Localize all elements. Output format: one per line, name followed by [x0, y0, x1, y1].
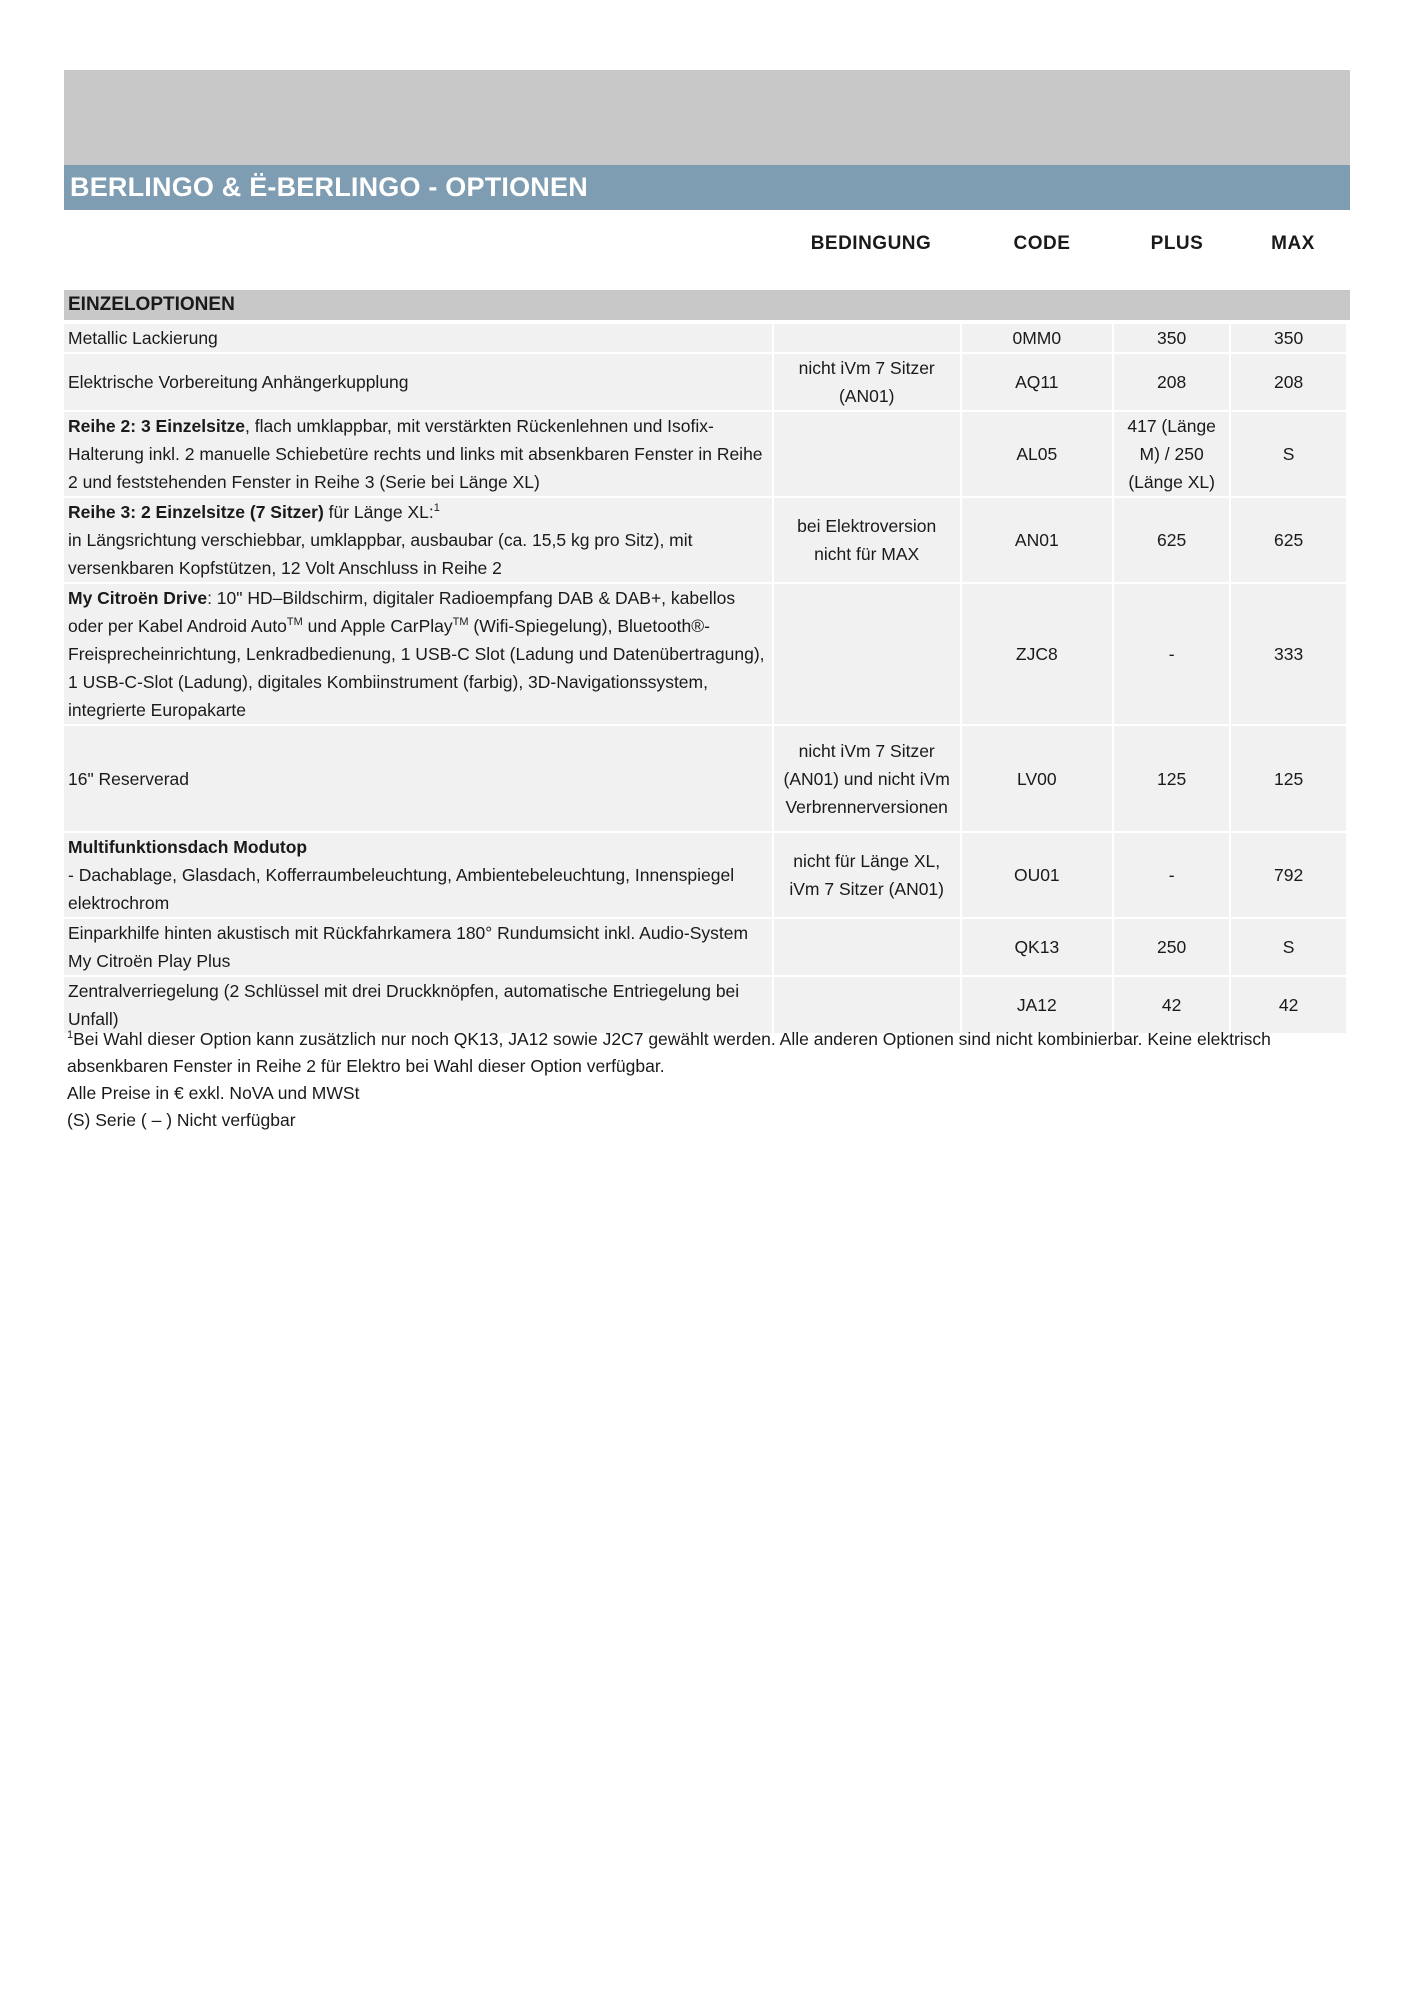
option-price-max: 42	[1231, 977, 1346, 1033]
option-description: 16" Reserverad	[64, 726, 772, 831]
option-price-max: 125	[1231, 726, 1346, 831]
option-code: OU01	[962, 833, 1113, 917]
option-description	[64, 584, 772, 724]
footnote-marker: 1	[67, 1029, 74, 1042]
column-header-code: CODE	[1013, 233, 1071, 254]
option-condition: nicht iVm 7 Sitzer (AN01)	[774, 354, 960, 410]
price-note: Alle Preise in € exkl. NoVA und MWSt	[67, 1083, 360, 1103]
table-row	[64, 584, 1346, 724]
option-name: My Citroën Drive	[68, 588, 208, 608]
option-price-plus: -	[1114, 833, 1229, 917]
option-code: AL05	[962, 412, 1113, 496]
table-row	[64, 977, 1346, 1033]
option-description: Elektrische Vorbereitung Anhängerkupplung	[64, 354, 772, 410]
option-description	[64, 498, 772, 582]
table-row	[64, 354, 1346, 410]
option-code: 0MM0	[962, 324, 1113, 352]
option-details: , flach umklappbar, mit verstärkten Rückenlehnen und Isofix-Halterung inkl. 2 manuelle Schiebetüre rechts und links mit absenkbaren Fenster in Reihe 2 und feststehenden Fenster in Reihe 3 (Serie bei Länge XL)	[68, 416, 763, 492]
option-details: (Wifi-Spiegelung), Bluetooth®-Freisprecheinrichtung, Lenkradbedienung, 1 USB-C Slot (Ladung und Datenübertragung), 1 USB-C-Slot (Ladung), digitales Kombiinstrument (farbig), 3D-Navigationssystem, integrierte Europakarte	[68, 616, 765, 720]
option-details: für Länge XL:	[323, 502, 434, 522]
option-price-max: S	[1231, 412, 1346, 496]
option-name: Multifunktionsdach Modutop	[68, 837, 308, 857]
column-headers	[0, 233, 1414, 263]
option-price-plus: 42	[1114, 977, 1229, 1033]
option-name: Reihe 2: 3 Einzelsitze	[68, 416, 246, 436]
option-condition	[774, 977, 960, 1033]
option-description	[64, 412, 772, 496]
option-price-max: 350	[1231, 324, 1346, 352]
option-price-plus: 417 (Länge M) / 250 (Länge XL)	[1114, 412, 1229, 496]
option-code: AN01	[962, 498, 1113, 582]
option-code: AQ11	[962, 354, 1113, 410]
option-code: ZJC8	[962, 584, 1113, 724]
option-price-plus: -	[1114, 584, 1229, 724]
option-price-max: 333	[1231, 584, 1346, 724]
option-description: Metallic Lackierung	[64, 324, 772, 352]
option-price-max: S	[1231, 919, 1346, 975]
option-name: Reihe 3: 2 Einzelsitze (7 Sitzer)	[68, 502, 324, 522]
option-price-plus: 208	[1114, 354, 1229, 410]
option-code: LV00	[962, 726, 1113, 831]
option-price-plus: 625	[1114, 498, 1229, 582]
option-price-plus: 250	[1114, 919, 1229, 975]
header-band	[64, 70, 1350, 165]
trademark-mark: TM	[452, 616, 469, 629]
option-price-max: 208	[1231, 354, 1346, 410]
option-description: Einparkhilfe hinten akustisch mit Rückfahrkamera 180° Rundumsicht inkl. Audio-System My Citroën Play Plus	[64, 919, 772, 975]
table-row	[64, 833, 1346, 917]
table-row	[64, 919, 1346, 975]
option-condition	[774, 919, 960, 975]
option-price-max: 792	[1231, 833, 1346, 917]
option-description	[64, 833, 772, 917]
option-price-plus: 125	[1114, 726, 1229, 831]
trademark-mark: TM	[286, 616, 303, 629]
option-code: QK13	[962, 919, 1113, 975]
option-condition	[774, 324, 960, 352]
option-condition	[774, 412, 960, 496]
option-description: Zentralverriegelung (2 Schlüssel mit drei Druckknöpfen, automatische Entriegelung bei Unfall)	[64, 977, 772, 1033]
options-table	[62, 322, 1348, 1035]
table-row	[64, 412, 1346, 496]
page-title: BERLINGO & Ë-BERLINGO - OPTIONEN	[64, 165, 1350, 210]
option-details: und Apple CarPlay	[302, 616, 453, 636]
option-details-line2: in Längsrichtung verschiebbar, umklappbar, ausbaubar (ca. 15,5 kg pro Sitz), mit versenkbaren Kopfstützen, 12 Volt Anschluss in Reihe 2	[68, 530, 693, 578]
legend-note: (S) Serie ( – ) Nicht verfügbar	[67, 1110, 296, 1130]
option-code: JA12	[962, 977, 1113, 1033]
column-header-plus: PLUS	[1150, 233, 1204, 254]
option-condition: nicht für Länge XL, iVm 7 Sitzer (AN01)	[774, 833, 960, 917]
section-heading: EINZELOPTIONEN	[64, 290, 1350, 320]
option-price-plus: 350	[1114, 324, 1229, 352]
option-details-line2: - Dachablage, Glasdach, Kofferraumbeleuchtung, Ambientebeleuchtung, Innenspiegel elektrochrom	[68, 865, 735, 913]
table-row	[64, 324, 1346, 352]
option-condition: nicht iVm 7 Sitzer (AN01) und nicht iVm Verbrennerversionen	[774, 726, 960, 831]
option-condition	[774, 584, 960, 724]
footnotes	[67, 1026, 1347, 1134]
table-row	[64, 498, 1346, 582]
column-header-max: MAX	[1271, 233, 1315, 254]
option-details: : 10" HD–Bildschirm, digitaler Radioempfang DAB & DAB+, kabellos oder per Kabel Android Auto	[68, 588, 736, 636]
table-row	[64, 726, 1346, 831]
footnote-text: Bei Wahl dieser Option kann zusätzlich nur noch QK13, JA12 sowie J2C7 gewählt werden. Alle anderen Optionen sind nicht kombinierbar. Keine elektrisch absenkbaren Fenster in Reihe 2 für Elektro bei Wahl dieser Option verfügbar.	[67, 1029, 1271, 1076]
footnote-marker: 1	[433, 502, 440, 515]
option-condition: bei Elektroversion nicht für MAX	[774, 498, 960, 582]
option-price-max: 625	[1231, 498, 1346, 582]
footnote-1	[67, 1026, 1347, 1080]
column-header-condition: BEDINGUNG	[810, 233, 932, 254]
